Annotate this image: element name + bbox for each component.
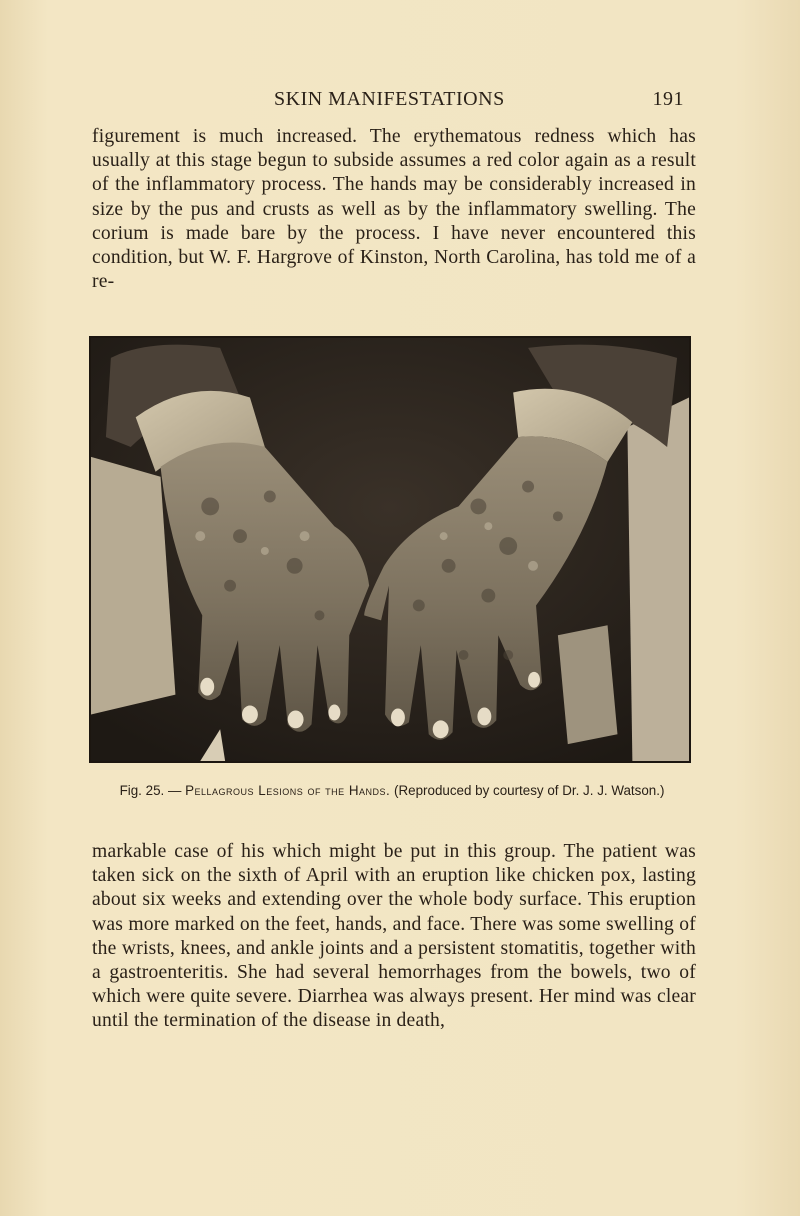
running-header	[92, 88, 692, 112]
figure-photograph	[89, 336, 691, 763]
figure-caption	[96, 783, 688, 800]
page-number: 191	[652, 88, 684, 110]
figure-title: Pellagrous Lesions of the Hands.	[185, 783, 391, 798]
hands-photo	[91, 338, 689, 761]
body-paragraph-top: figurement is much increased. The erythematous redness which has usually at this stage begun to subside assumes a red color again as a result of the inflammatory process. The hands may be considerably increased in size by the pus and crusts as well as by the inflammatory swelling. The corium is made bare by the process. I have never encountered this condition, but W. F. Hargrove of Kinston, North Carolina, has told me of a re-	[92, 126, 696, 293]
figure-credit: (Reproduced by courtesy of Dr. J. J. Watson.)	[394, 783, 665, 798]
body-paragraph-bottom: markable case of his which might be put in this group. The patient was taken sick on the sixth of April with an eruption like chicken pox, lasting about six weeks and extending over the whole body surface. This eruption was more marked on the feet, hands, and face. There was some swelling of the wrists, knees, and ankle joints and a persistent stomatitis, together with a gastroenteritis. She had several hemorrhages from the bowels, two of which were quite severe. Diarrhea was always present. Her mind was clear until the termination of the disease in death,	[92, 841, 696, 1032]
running-header-title: SKIN MANIFESTATIONS	[274, 88, 505, 110]
figure-label: Fig. 25. —	[119, 783, 182, 798]
